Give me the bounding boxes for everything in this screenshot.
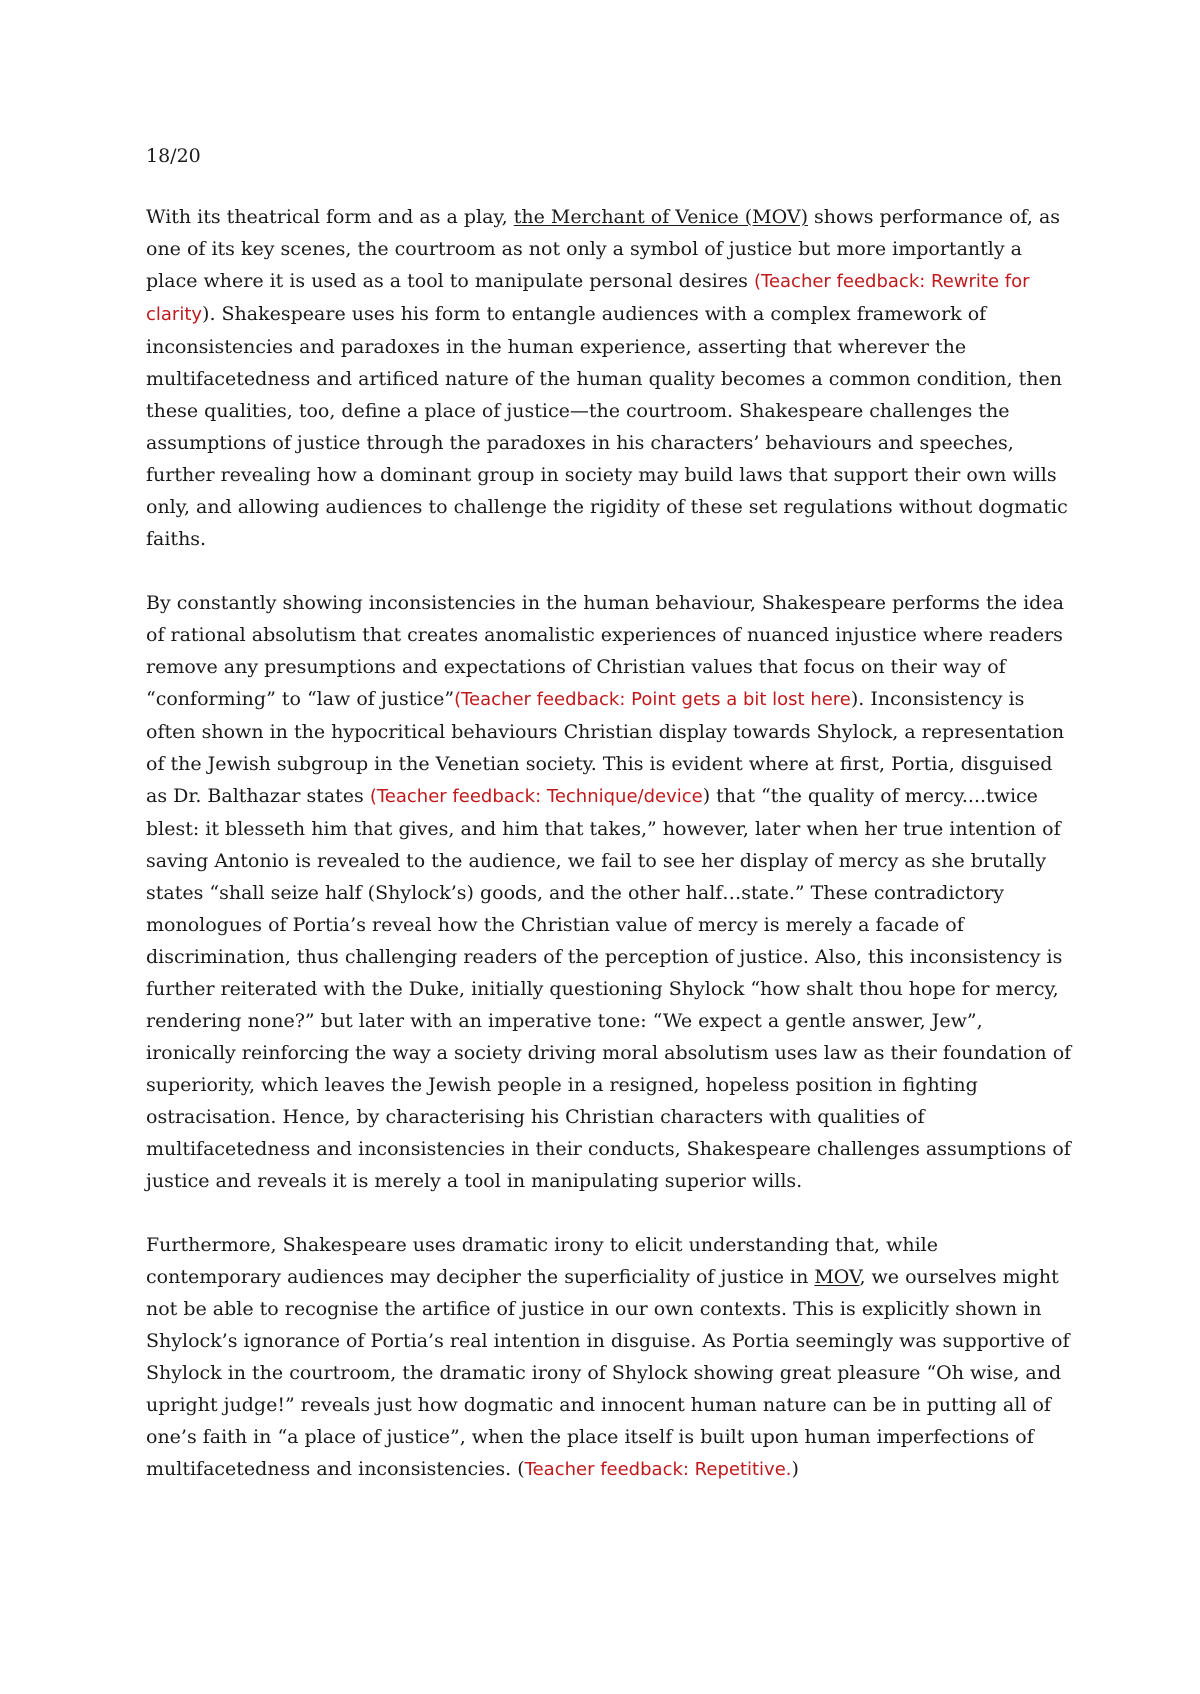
title-reference: MOV — [814, 1266, 860, 1288]
text-run: shows performance of, as one of its key scenes, the courtroom as not only a symbol of justice but more importantly a place where it is used as a tool to manipulate personal desires — [146, 206, 1061, 292]
text-run: Furthermore, Shakespeare uses dramatic irony to elicit understanding that, while contemporary audiences may decipher the superficiality of justice in — [146, 1234, 938, 1288]
text-run: ). Inconsistency is often shown in the hypocritical behaviours Christian display towards Shylock, a representation of the Jewish subgroup in the Venetian society. This is evident where at first, Portia, disguised as Dr. Balthazar states — [146, 688, 1065, 807]
teacher-feedback: (Teacher feedback: Rewrite for clarity — [146, 271, 1030, 325]
text-run: By constantly showing inconsistencies in the human behaviour, Shakespeare performs the idea of rational absolutism that creates anomalistic experiences of nuanced injustice where readers remove any presumptions and expectations of Christian values that focus on their way of “conforming” to “law of justice” — [146, 592, 1064, 710]
essay-paragraph-3 — [146, 1229, 1076, 1486]
essay-paragraph-1 — [146, 201, 1076, 555]
text-run: With its theatrical form and as a play, — [146, 206, 514, 228]
essay-paragraph-2 — [146, 587, 1076, 1197]
document-body — [146, 140, 1076, 1486]
grade-score: 18/20 — [146, 145, 201, 167]
text-run: ). Shakespeare uses his form to entangle audiences with a complex framework of inconsistencies and paradoxes in the human experience, asserting that wherever the multifacetedness and artificed nature of the human quality becomes a common condition, then these qualities, too, define a place of justice—the courtroom. Shakespeare challenges the assumptions of justice through the paradoxes in his characters’ behaviours and speeches, further revealing how a dominant group in society may build laws that support their own wills only, and allowing audiences to challenge the rigidity of these set regulations without dogmatic faiths. — [146, 303, 1068, 550]
title-reference: the Merchant of Venice (MOV) — [513, 206, 809, 228]
text-run: ) that “the quality of mercy....twice blest: it blesseth him that gives, and him that takes,” however, later when her true intention of saving Antonio is revealed to the audience, we fail to see her display of mercy as she brutally states “shall seize half (Shylock’s) goods, and the other half…state.” These contradictory monologues of Portia’s reveal how the Christian value of mercy is merely a facade of discrimination, thus challenging readers of the perception of justice. Also, this inconsistency is further reiterated with the Duke, initially questioning Shylock “how shalt thou hope for mercy, rendering none?” but later with an imperative tone: “We expect a gentle answer, Jew”, ironically reinforcing the way a society driving moral absolutism uses law as their foundation of superiority, which leaves the Jewish people in a resigned, hopeless position in fighting ostracisation. Hence, by characterising his Christian characters with qualities of multifacetedness and inconsistencies in their conducts, Shakespeare challenges assumptions of justice and reveals it is merely a tool in manipulating superior wills. — [146, 785, 1072, 1192]
text-run: ) — [791, 1458, 799, 1480]
teacher-feedback: Teacher feedback: Repetitive. — [524, 1459, 792, 1480]
teacher-feedback: (Teacher feedback: Point gets a bit lost here — [454, 689, 851, 710]
text-run: , we ourselves might not be able to recognise the artifice of justice in our own contexts. This is explicitly shown in Shylock’s ignorance of Portia’s real intention in disguise. As Portia seemingly was supportive of Shylock in the courtroom, the dramatic irony of Shylock showing great pleasure “Oh wise, and upright judge!” reveals just how dogmatic and innocent human nature can be in putting all of one’s faith in “a place of justice”, when the place itself is built upon human imperfections of multifacetedness and inconsistencies. ( — [146, 1266, 1070, 1480]
teacher-feedback: (Teacher feedback: Technique/device — [369, 786, 703, 807]
